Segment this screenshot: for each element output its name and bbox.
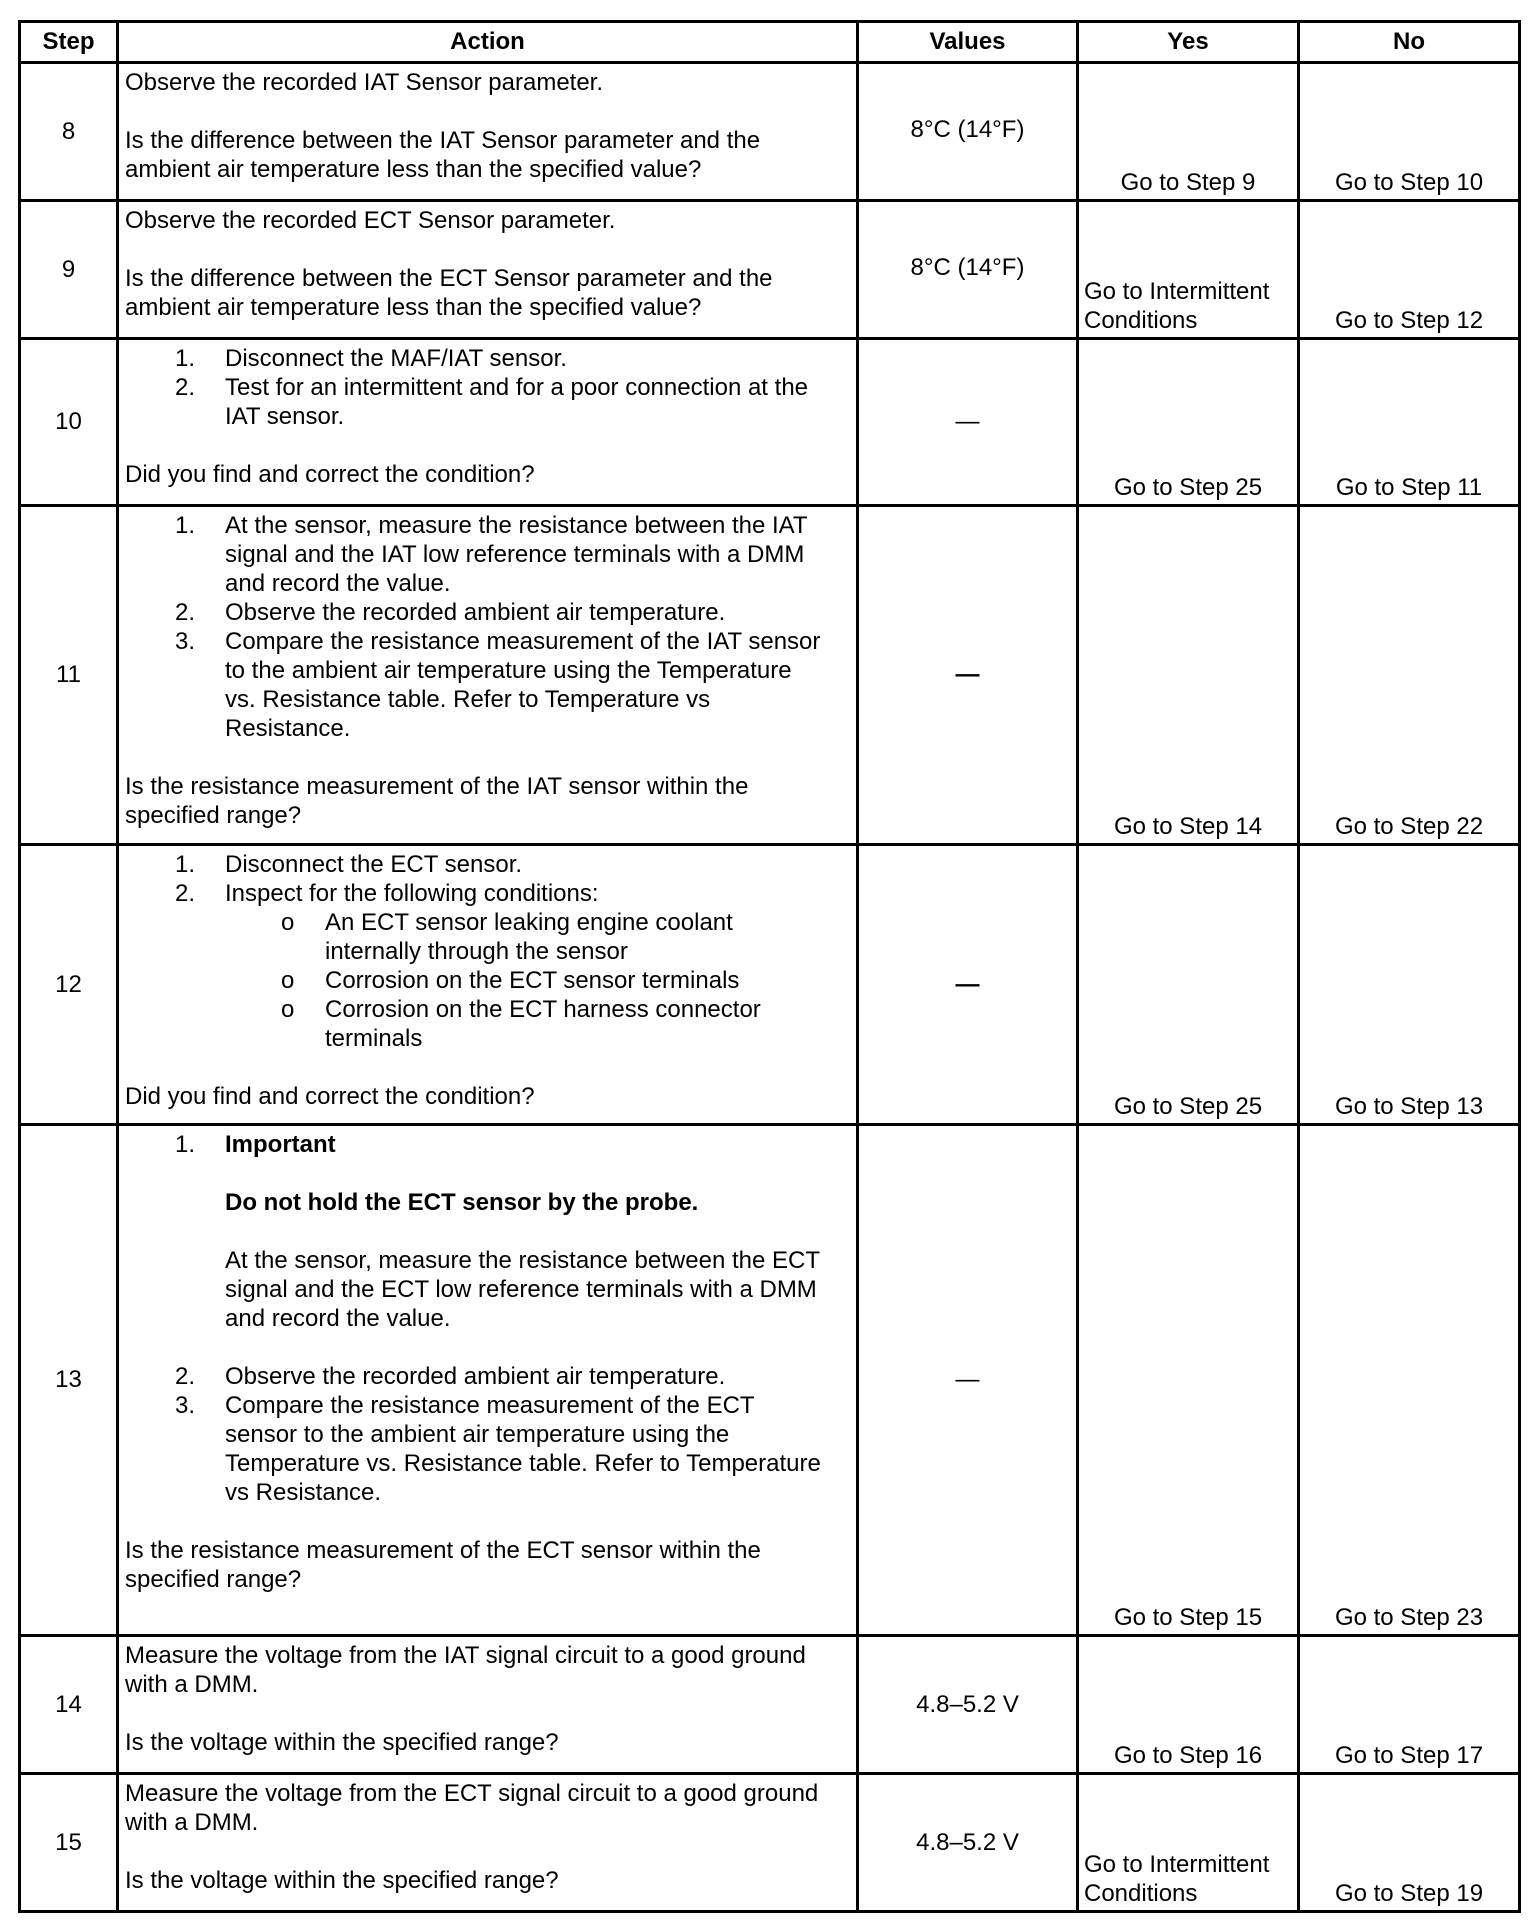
yes-text: Go to Intermittent	[1084, 1851, 1270, 1878]
list-item	[125, 1362, 850, 1391]
no-cell: Go to Step 12	[1299, 201, 1520, 339]
action-cell	[118, 1125, 858, 1636]
action-question: Is the difference between the ECT Sensor parameter and the	[125, 265, 773, 292]
step-number: 15	[20, 1774, 118, 1912]
action-question: Is the voltage within the specified range?	[125, 1729, 559, 1756]
item-text: and record the value.	[225, 1305, 451, 1332]
action-cell	[118, 201, 858, 339]
table-row	[20, 506, 1520, 845]
action-cell	[118, 1636, 858, 1774]
item-text: Test for an intermittent and for a poor connection at the	[225, 374, 809, 401]
bullet-icon: o	[281, 967, 295, 994]
action-text: with a DMM.	[125, 1809, 259, 1836]
action-question: ambient air temperature less than the specified value?	[125, 294, 702, 321]
item-text: Observe the recorded ambient air temperature.	[225, 599, 726, 626]
item-text: Resistance.	[225, 715, 351, 742]
no-cell: Go to Step 17	[1299, 1636, 1520, 1774]
item-number: 2.	[175, 374, 196, 401]
item-text: Temperature vs. Resistance table. Refer to Temperature	[225, 1450, 821, 1477]
values-cell: 8°C (14°F)	[858, 63, 1078, 201]
yes-cell: Go to Step 15	[1078, 1125, 1299, 1636]
action-question: specified range?	[125, 802, 302, 829]
list-item	[125, 850, 850, 879]
list-item	[125, 373, 850, 431]
item-text: Observe the recorded ambient air temperature.	[225, 1363, 726, 1390]
yes-cell: Go to Step 16	[1078, 1636, 1299, 1774]
values-cell: —	[858, 339, 1078, 506]
item-text: An ECT sensor leaking engine coolant	[325, 909, 733, 936]
action-question: specified range?	[125, 1566, 302, 1593]
item-text: and record the value.	[225, 570, 451, 597]
table-row	[20, 1125, 1520, 1636]
no-cell: Go to Step 11	[1299, 339, 1520, 506]
step-number: 13	[20, 1125, 118, 1636]
yes-cell: Go to Step 25	[1078, 845, 1299, 1125]
yes-cell: Go to Step 9	[1078, 63, 1299, 201]
no-cell: Go to Step 13	[1299, 845, 1520, 1125]
sub-list-item	[125, 908, 850, 966]
action-cell	[118, 506, 858, 845]
values-cell: —	[858, 506, 1078, 845]
item-text: Disconnect the ECT sensor.	[225, 851, 523, 878]
action-question: Did you find and correct the condition?	[125, 1083, 535, 1110]
item-text: sensor to the ambient air temperature using the	[225, 1421, 730, 1448]
table-row	[20, 201, 1520, 339]
action-text: Observe the recorded IAT Sensor parameter.	[125, 69, 604, 96]
item-text: Compare the resistance measurement of the IAT sensor	[225, 628, 821, 655]
values-cell: 4.8–5.2 V	[858, 1636, 1078, 1774]
bullet-icon: o	[281, 909, 295, 936]
item-text: Inspect for the following conditions:	[225, 880, 599, 907]
no-cell: Go to Step 10	[1299, 63, 1520, 201]
step-number: 10	[20, 339, 118, 506]
sub-list-item	[125, 995, 850, 1053]
table-row	[20, 845, 1520, 1125]
warning-text: Do not hold the ECT sensor by the probe.	[225, 1189, 699, 1216]
list-item	[125, 1130, 850, 1333]
table-row	[20, 63, 1520, 201]
table-row	[20, 1774, 1520, 1912]
item-number: 3.	[175, 628, 196, 655]
item-text: signal and the IAT low reference terminals with a DMM	[225, 541, 805, 568]
header-yes: Yes	[1078, 22, 1299, 63]
list-item	[125, 879, 850, 908]
values-cell: 4.8–5.2 V	[858, 1774, 1078, 1912]
header-no: No	[1299, 22, 1520, 63]
item-text: Corrosion on the ECT sensor terminals	[325, 967, 740, 994]
item-text: IAT sensor.	[225, 403, 345, 430]
item-text: Corrosion on the ECT harness connector	[325, 996, 761, 1023]
list-item	[125, 627, 850, 743]
item-text: Disconnect the MAF/IAT sensor.	[225, 345, 567, 372]
yes-text: Go to Intermittent	[1084, 278, 1270, 305]
values-cell: —	[858, 845, 1078, 1125]
action-text: Measure the voltage from the IAT signal circuit to a good ground	[125, 1642, 806, 1669]
item-text: vs. Resistance table. Refer to Temperature vs	[225, 686, 711, 713]
item-number: 2.	[175, 1363, 196, 1390]
action-cell	[118, 1774, 858, 1912]
item-text: At the sensor, measure the resistance between the IAT	[225, 512, 808, 539]
action-question: Is the resistance measurement of the IAT sensor within the	[125, 773, 749, 800]
item-number: 3.	[175, 1392, 196, 1419]
values-cell: —	[858, 1125, 1078, 1636]
yes-cell: Go to Step 14	[1078, 506, 1299, 845]
action-question: ambient air temperature less than the specified value?	[125, 156, 702, 183]
item-number: 2.	[175, 599, 196, 626]
bullet-icon: o	[281, 996, 295, 1023]
item-number: 1.	[175, 851, 196, 878]
action-question: Is the voltage within the specified range?	[125, 1867, 559, 1894]
action-text: Observe the recorded ECT Sensor parameter.	[125, 207, 616, 234]
step-number: 11	[20, 506, 118, 845]
step-number: 9	[20, 201, 118, 339]
item-text: to the ambient air temperature using the Temperature	[225, 657, 792, 684]
sub-list-item	[125, 966, 850, 995]
diagnostic-table	[18, 20, 1521, 1913]
item-number: 1.	[175, 512, 196, 539]
values-cell: 8°C (14°F)	[858, 201, 1078, 339]
action-text: with a DMM.	[125, 1671, 259, 1698]
item-text: internally through the sensor	[325, 938, 628, 965]
action-cell	[118, 339, 858, 506]
item-number: 1.	[175, 1131, 196, 1158]
no-cell: Go to Step 22	[1299, 506, 1520, 845]
header-action: Action	[118, 22, 858, 63]
header-values: Values	[858, 22, 1078, 63]
yes-cell: Go to Step 25	[1078, 339, 1299, 506]
yes-cell	[1078, 1774, 1299, 1912]
yes-text: Conditions	[1084, 307, 1198, 334]
action-question: Is the difference between the IAT Sensor parameter and the	[125, 127, 761, 154]
item-number: 2.	[175, 880, 196, 907]
yes-text: Conditions	[1084, 1880, 1198, 1907]
table-row	[20, 339, 1520, 506]
list-item	[125, 344, 850, 373]
list-item	[125, 511, 850, 598]
step-number: 8	[20, 63, 118, 201]
item-text: At the sensor, measure the resistance between the ECT	[225, 1247, 820, 1274]
important-label: Important	[225, 1131, 336, 1158]
action-cell	[118, 845, 858, 1125]
header-step: Step	[20, 22, 118, 63]
item-text: vs Resistance.	[225, 1479, 382, 1506]
action-question: Did you find and correct the condition?	[125, 461, 535, 488]
step-number: 12	[20, 845, 118, 1125]
action-question: Is the resistance measurement of the ECT sensor within the	[125, 1537, 761, 1564]
item-text: Compare the resistance measurement of the ECT	[225, 1392, 755, 1419]
step-number: 14	[20, 1636, 118, 1774]
no-cell: Go to Step 23	[1299, 1125, 1520, 1636]
item-number: 1.	[175, 345, 196, 372]
yes-cell	[1078, 201, 1299, 339]
item-text: signal and the ECT low reference terminals with a DMM	[225, 1276, 817, 1303]
action-cell	[118, 63, 858, 201]
list-item	[125, 1391, 850, 1507]
list-item	[125, 598, 850, 627]
action-text: Measure the voltage from the ECT signal circuit to a good ground	[125, 1780, 819, 1807]
item-text: terminals	[325, 1025, 423, 1052]
table-row	[20, 1636, 1520, 1774]
no-cell: Go to Step 19	[1299, 1774, 1520, 1912]
header-row	[20, 22, 1520, 63]
